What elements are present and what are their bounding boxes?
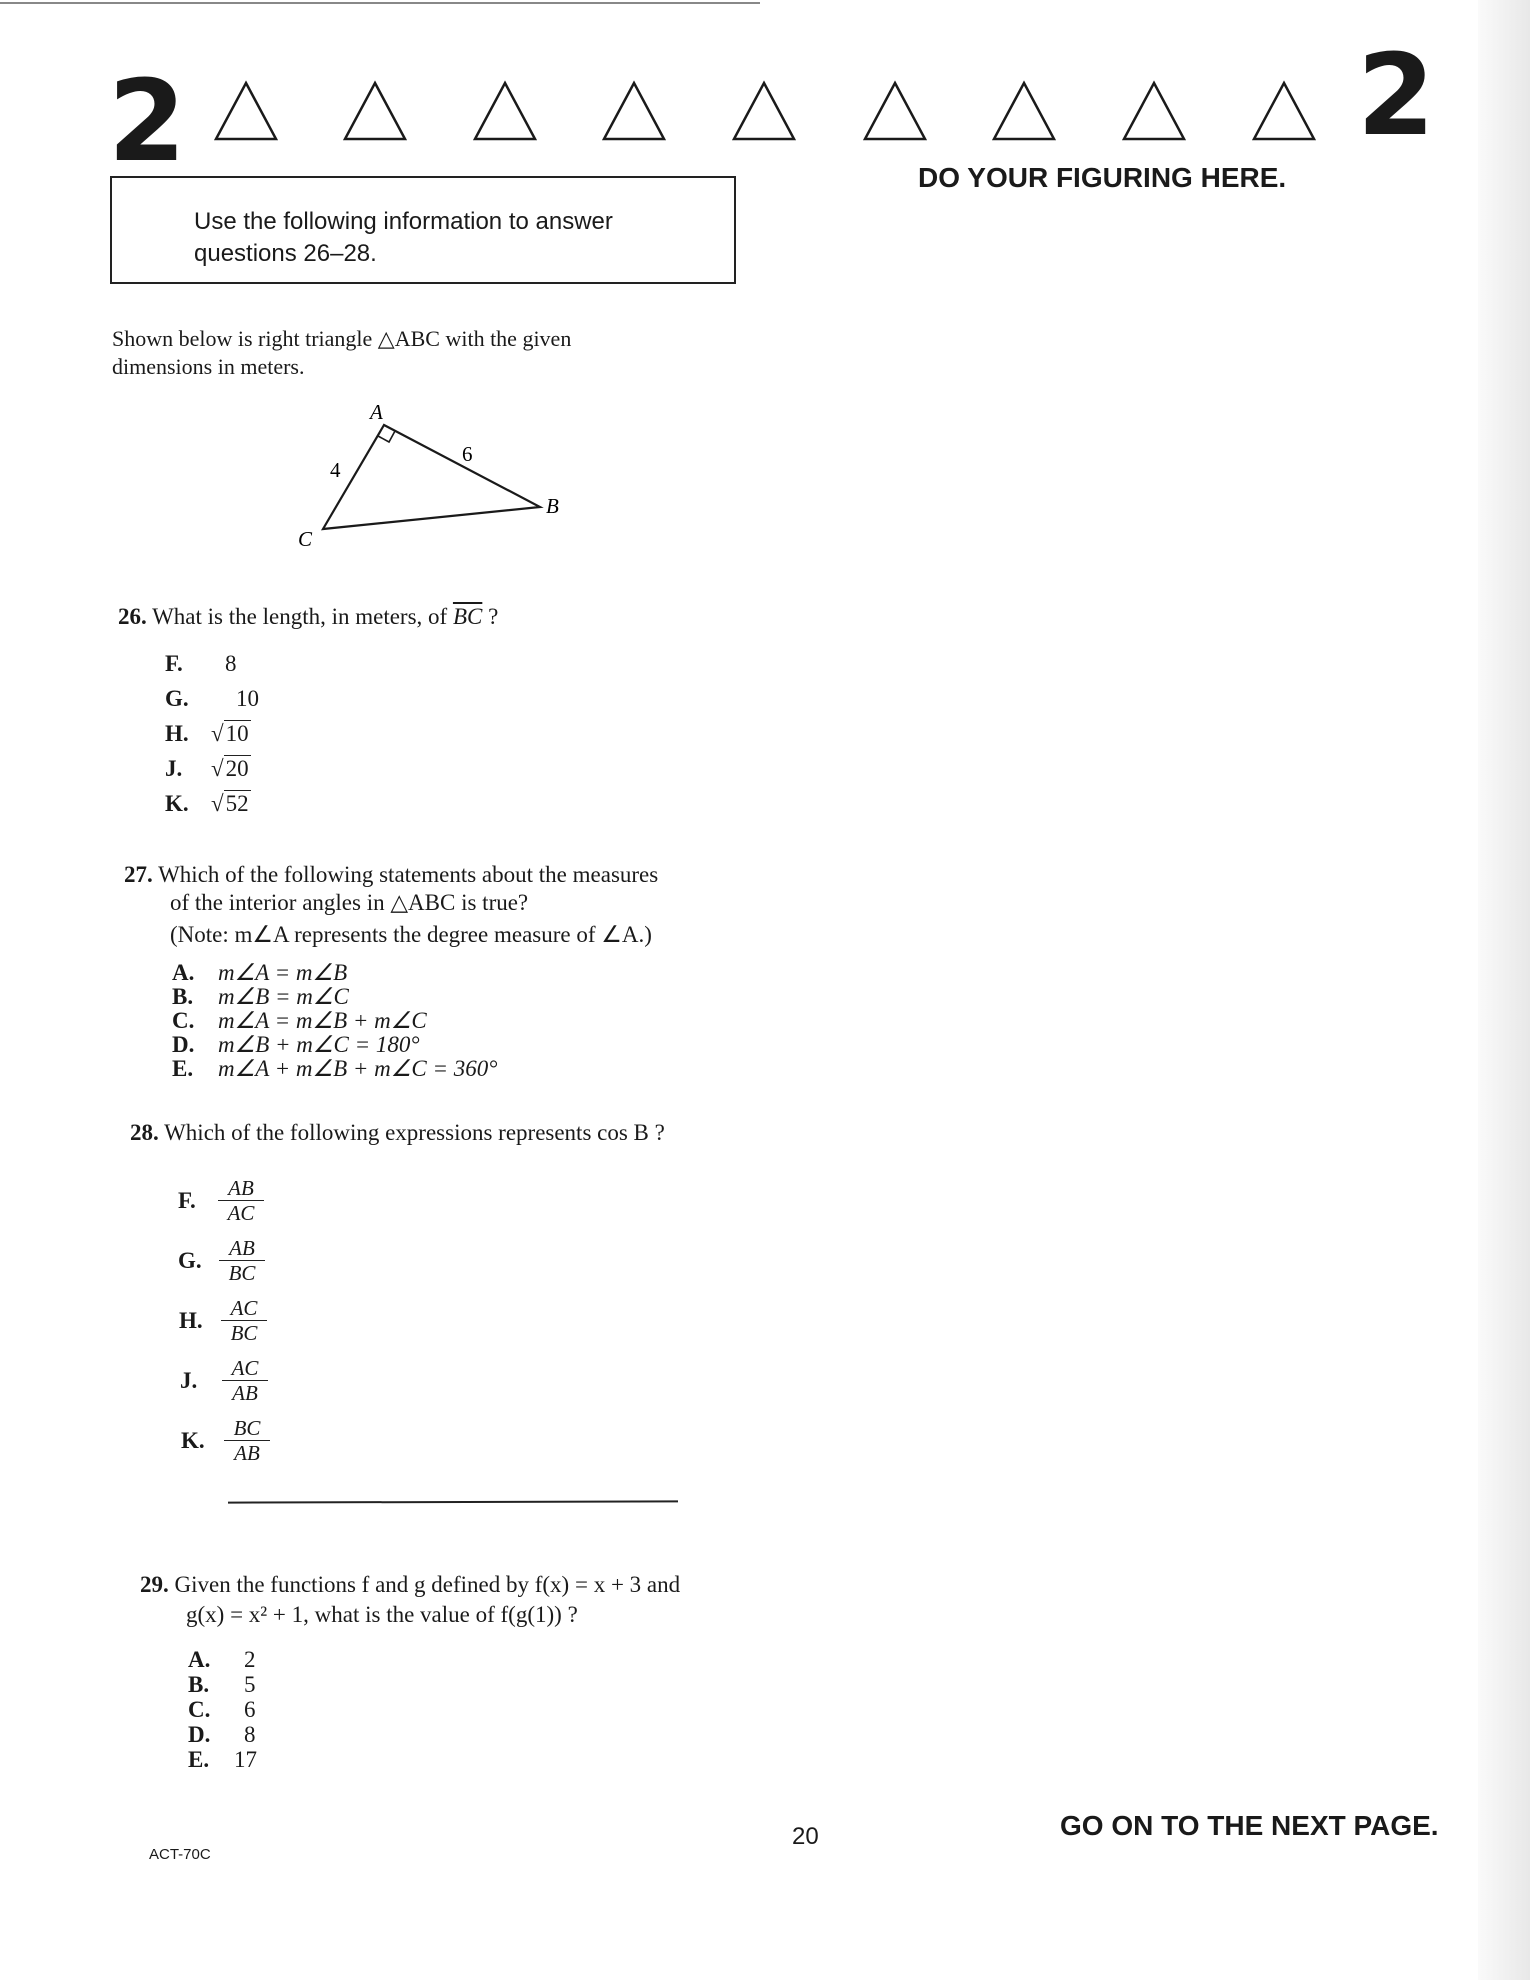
triangle-icon <box>1121 80 1187 142</box>
answer-option[interactable]: C. m∠A = m∠B + m∠C <box>172 1008 427 1033</box>
answer-option[interactable]: E. 17 <box>188 1747 257 1772</box>
vertex-a-label: A <box>370 400 383 424</box>
question-29-line1: 29. Given the functions f and g defined by f(x) = x + 3 and <box>140 1572 681 1597</box>
triangle-figure <box>290 395 570 555</box>
answer-option[interactable]: J. √20 <box>165 756 249 781</box>
section-divider <box>228 1500 678 1503</box>
info-box-line1: Use the following information to answer <box>194 208 613 235</box>
side-ab-label: 6 <box>462 442 473 466</box>
question-number: 27. <box>124 862 153 887</box>
section-number-left: 2 <box>108 57 186 187</box>
side-ac-label: 4 <box>330 458 341 482</box>
triangle-icon <box>472 80 538 142</box>
question-27-line1: 27. Which of the following statements about the measures <box>124 862 659 887</box>
answer-option[interactable]: A. m∠A = m∠B <box>172 960 348 985</box>
answer-option[interactable]: K. √52 <box>165 791 249 816</box>
figuring-label: DO YOUR FIGURING HERE. <box>918 162 1287 193</box>
section-number-right: 2 <box>1357 31 1435 161</box>
answer-option[interactable]: D. m∠B + m∠C = 180° <box>172 1032 420 1057</box>
answer-option[interactable]: G. 10 <box>165 686 259 711</box>
sqrt-symbol-icon: √ <box>211 756 224 781</box>
fraction: $\frac{AB}{AC}$ <box>218 1176 264 1225</box>
segment-bc: $\overline{BC}$ <box>452 604 483 629</box>
triangle-icon <box>991 80 1057 142</box>
triangle-icon <box>213 80 279 142</box>
info-box-line2: questions 26–28. <box>194 240 377 267</box>
intro-line2: dimensions in meters. <box>112 354 305 379</box>
answer-option[interactable]: C. 6 <box>188 1697 256 1722</box>
sqrt-symbol-icon: √ <box>211 791 224 816</box>
fraction: $\frac{BC}{AB}$ <box>224 1416 270 1465</box>
question-number: 26. <box>118 604 147 629</box>
question-text: What is the length, in meters, of <box>152 604 448 629</box>
triangle-icon <box>1251 80 1317 142</box>
triangle-icon <box>601 80 667 142</box>
intro-line1: Shown below is right triangle △ABC with the given <box>112 326 572 351</box>
answer-option[interactable]: A. 2 <box>188 1647 256 1672</box>
scan-top-line <box>0 2 760 4</box>
triangle-icon <box>342 80 408 142</box>
fraction: $\frac{AC}{BC}$ <box>221 1296 267 1345</box>
question-number: 29. <box>140 1572 169 1597</box>
triangle-icon <box>731 80 797 142</box>
answer-option[interactable]: B. 5 <box>188 1672 256 1697</box>
fraction: $\frac{AC}{AB}$ <box>222 1356 268 1405</box>
form-code: ACT-70C <box>149 1846 211 1863</box>
answer-option[interactable]: B. m∠B = m∠C <box>172 984 349 1009</box>
question-27-note: (Note: m∠A represents the degree measure of ∠A.) <box>170 922 652 947</box>
answer-option[interactable]: D. 8 <box>188 1722 256 1747</box>
sqrt-symbol-icon: √ <box>211 721 224 746</box>
question-end: ? <box>488 604 499 629</box>
question-28: 28. Which of the following expressions represents cos B ? <box>130 1120 665 1145</box>
question-27-line2: of the interior angles in △ABC is true? <box>170 890 529 915</box>
vertex-c-label: C <box>298 527 313 551</box>
question-number: 28. <box>130 1120 159 1145</box>
fraction: $\frac{AB}{BC}$ <box>219 1236 265 1285</box>
answer-option[interactable]: F. 8 <box>165 651 237 676</box>
vertex-b-label: B <box>546 494 559 518</box>
question-29-line2: g(x) = x² + 1, what is the value of f(g(1)) ? <box>186 1602 578 1627</box>
page-number: 20 <box>792 1823 819 1850</box>
triangle-icon <box>862 80 928 142</box>
question-26 <box>118 604 498 630</box>
page-edge-shadow <box>1478 0 1530 1980</box>
answer-option[interactable]: H. √10 <box>165 721 249 746</box>
next-page-label: GO ON TO THE NEXT PAGE. <box>1060 1810 1439 1841</box>
info-box <box>110 176 736 284</box>
answer-option[interactable]: E. m∠A + m∠B + m∠C = 360° <box>172 1056 498 1081</box>
